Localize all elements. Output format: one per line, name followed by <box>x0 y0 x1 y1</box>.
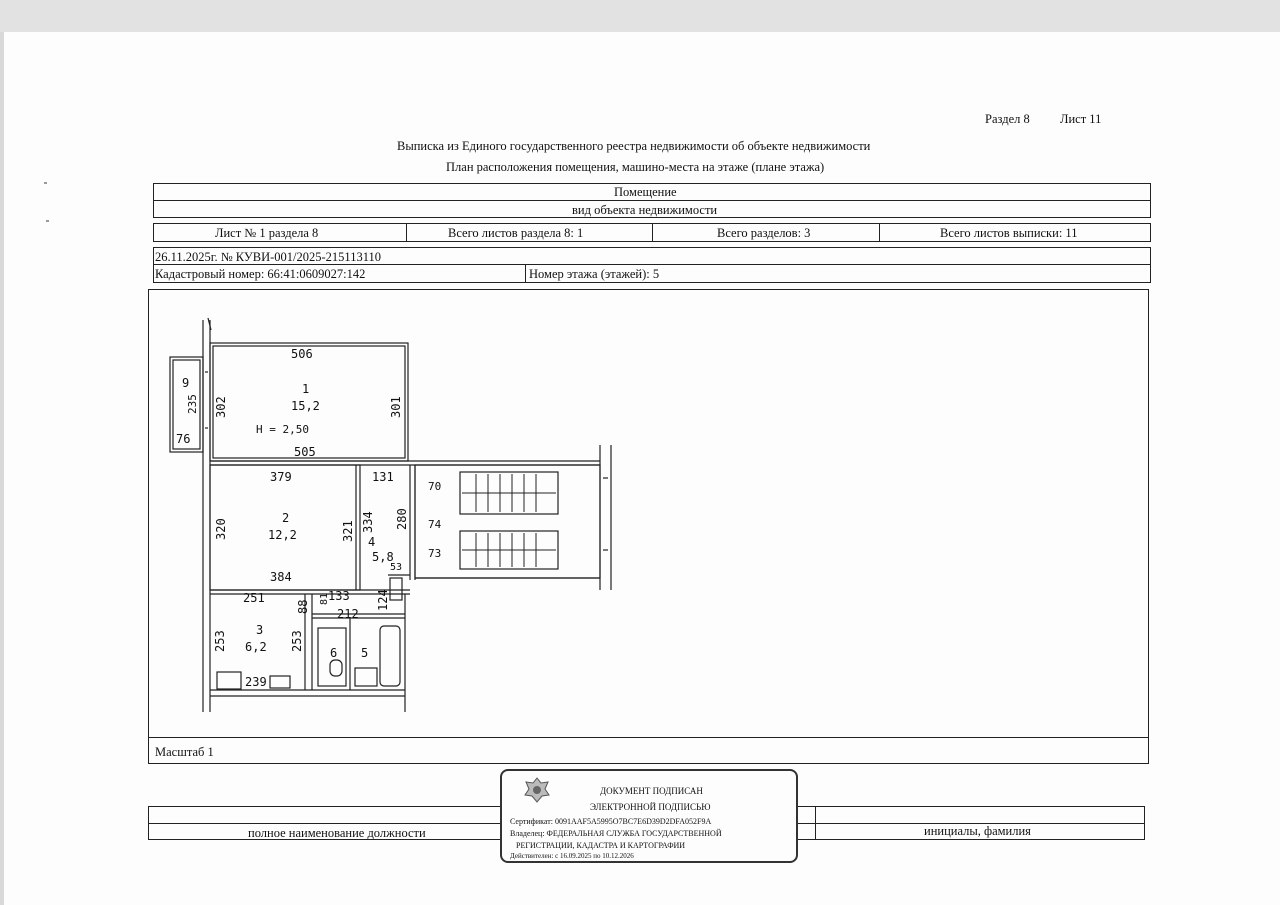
dim-label: 506 <box>291 347 313 361</box>
e-signature-stamp <box>500 769 798 863</box>
divider <box>153 264 1151 265</box>
stamp-owner: Владелец: ФЕДЕРАЛЬНАЯ СЛУЖБА ГОСУДАРСТВЕННОЙ <box>510 829 722 838</box>
room-number: 2 <box>282 511 290 525</box>
dim-label: 253 <box>213 630 227 652</box>
dim-label: 133 <box>328 589 350 603</box>
dim-label: 334 <box>361 511 375 533</box>
dim-label: 301 <box>389 396 403 418</box>
divider <box>406 223 407 242</box>
dim-label: 379 <box>270 470 292 484</box>
divider <box>652 223 653 242</box>
room-number: 4 <box>368 535 376 549</box>
object-type-caption: вид объекта недвижимости <box>572 203 718 217</box>
room-area: 5,8 <box>372 550 394 564</box>
dim-label: 239 <box>245 675 267 689</box>
document-title: Выписка из Единого государственного реестра недвижимости об объекте недвижимости <box>397 139 871 153</box>
stair-dim: 70 <box>428 480 442 493</box>
room-height: H = 2,50 <box>256 423 309 436</box>
scale-label: Масштаб 1 <box>155 745 214 759</box>
divider <box>879 223 880 242</box>
sheet-number: Лист № 1 раздела 8 <box>215 226 319 240</box>
dim-label: 235 <box>186 394 199 414</box>
floor-plan <box>160 310 630 720</box>
name-caption: инициалы, фамилия <box>924 824 1031 838</box>
stamp-certificate: Сертификат: 0091AAF5A5995O7BC7E6D39D2DFA052F9A <box>510 817 712 826</box>
cadastral-number: Кадастровый номер: 66:41:0609027:142 <box>155 267 366 281</box>
dim-label: 131 <box>372 470 394 484</box>
document-subtitle: План расположения помещения, машино-места на этаже (плане этажа) <box>446 160 825 174</box>
total-sheets-extract: Всего листов выписки: 11 <box>940 226 1078 240</box>
room-area: 6,2 <box>245 640 267 654</box>
plan-fixture <box>330 660 342 676</box>
room-number: 1 <box>302 382 310 396</box>
dim-label: 321 <box>341 520 355 542</box>
dim-label: 505 <box>294 445 316 459</box>
divider <box>153 200 1151 201</box>
stair-dim: 73 <box>428 547 442 560</box>
emblem-icon <box>522 775 552 805</box>
room-area: 12,2 <box>268 528 297 542</box>
divider <box>148 737 1149 738</box>
dim-label: 88 <box>296 599 310 614</box>
dim-label: 302 <box>214 396 228 418</box>
stair-dim: 74 <box>428 518 442 531</box>
plan-fixture <box>217 672 241 689</box>
dim-label: 81 <box>319 592 330 605</box>
stamp-validity: Действителен: с 16.09.2025 по 10.12.2026 <box>510 852 634 860</box>
room-number: 6 <box>330 646 338 660</box>
dim-label: 76 <box>176 432 191 446</box>
dim-label: 280 <box>395 508 409 530</box>
divider <box>815 806 816 840</box>
floor-number: Номер этажа (этажей): 5 <box>529 267 660 281</box>
dim-label: 124 <box>376 589 390 611</box>
dim-label: 320 <box>214 518 228 540</box>
scan-top-shade <box>0 0 1280 32</box>
room-number: 3 <box>256 623 264 637</box>
divider <box>525 264 526 283</box>
plan-fixture <box>270 676 290 688</box>
stairwell-outline <box>415 465 600 578</box>
sheet-label: Лист 11 <box>1060 112 1102 126</box>
dim-label: 384 <box>270 570 292 584</box>
total-sections: Всего разделов: 3 <box>717 226 811 240</box>
document-reference: 26.11.2025г. № КУВИ-001/2025-215113110 <box>155 250 381 264</box>
room-area: 15,2 <box>291 399 320 413</box>
plan-fixture <box>355 668 377 686</box>
room-number: 5 <box>361 646 369 660</box>
stamp-line1: ДОКУМЕНТ ПОДПИСАН <box>600 786 703 796</box>
section-label: Раздел 8 <box>985 112 1030 126</box>
plan-fixture <box>380 626 400 686</box>
stamp-owner-cont: РЕГИСТРАЦИИ, КАДАСТРА И КАРТОГРАФИИ <box>516 841 686 850</box>
dim-label: 212 <box>337 607 359 621</box>
scan-speck <box>44 182 47 184</box>
total-sheets-section: Всего листов раздела 8: 1 <box>448 226 584 240</box>
object-type-value: Помещение <box>614 185 677 199</box>
dim-label: 251 <box>243 591 265 605</box>
scan-speck <box>46 220 49 222</box>
room-number: 9 <box>182 376 190 390</box>
stamp-line2: ЭЛЕКТРОННОЙ ПОДПИСЬЮ <box>590 802 711 812</box>
position-caption: полное наименование должности <box>248 826 426 840</box>
plan-niche <box>390 578 402 600</box>
dim-label: 53 <box>390 562 403 573</box>
dim-label: 253 <box>290 630 304 652</box>
